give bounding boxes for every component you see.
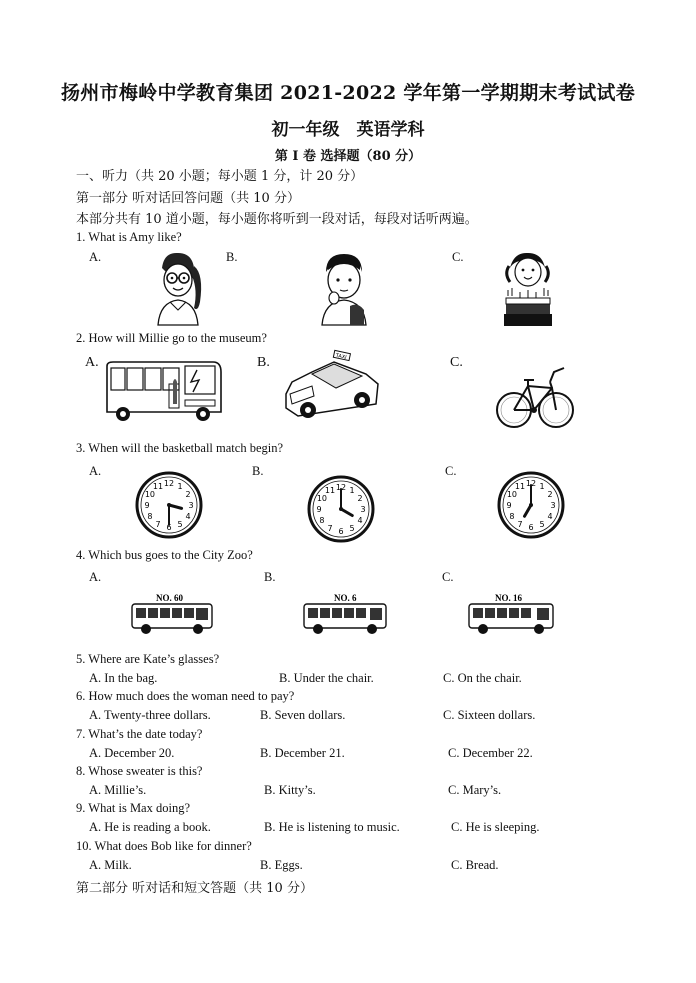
question-text: Where are Kate’s glasses?	[88, 652, 220, 666]
bus-image	[103, 360, 225, 424]
clock-number: 6	[528, 523, 534, 532]
bus-number-label: NO. 60	[156, 593, 183, 603]
option-c[interactable]: C.	[452, 250, 464, 264]
option-a[interactable]: A.	[89, 464, 102, 478]
option-b[interactable]: B. Under the chair.	[279, 671, 374, 685]
option-a[interactable]: A. December 20.	[89, 746, 175, 760]
bus-no-60	[130, 590, 214, 636]
bus-no-16	[467, 590, 555, 636]
question-text: What does Bob like for dinner?	[94, 839, 252, 853]
clock-number: 6	[166, 523, 172, 532]
clock-b	[307, 475, 375, 543]
question-number: 9.	[76, 801, 86, 815]
question-number: 10.	[76, 839, 92, 853]
bus-number-label: NO. 16	[495, 593, 522, 603]
option-a[interactable]: A. Milk.	[89, 858, 132, 872]
girl-cake-image	[500, 250, 555, 328]
clock-number: 5	[349, 524, 355, 534]
part1-instructions: 本部分共有 10 道小题，每小题你将听到一段对话，每段对话听两遍。	[76, 212, 478, 227]
clock-number: 3	[550, 501, 556, 510]
option-a[interactable]: A. In the bag.	[89, 671, 158, 685]
clock-number: 2	[357, 494, 363, 503]
bus-number-label: NO. 6	[334, 593, 357, 603]
option-c[interactable]: C. December 22.	[448, 746, 533, 760]
clock-number: 10	[316, 494, 328, 503]
volume-title: 第 I 卷 选择题（80 分）	[274, 149, 422, 164]
option-b[interactable]: B.	[264, 570, 276, 584]
clock-center	[339, 507, 343, 511]
clock-number: 6	[338, 527, 344, 536]
question-text: How much does the woman need to pay?	[88, 689, 295, 703]
clock-number: 7	[327, 524, 333, 534]
option-c[interactable]: C. Bread.	[451, 858, 499, 872]
option-b[interactable]: B. December 21.	[260, 746, 345, 760]
question-3	[76, 441, 283, 456]
question-4	[76, 548, 253, 563]
question-7	[76, 727, 202, 742]
clock-number: 7	[517, 520, 523, 530]
question-2	[76, 331, 267, 346]
option-c[interactable]: C. Sixteen dollars.	[443, 708, 536, 722]
option-b[interactable]: B.	[226, 250, 238, 264]
clock-number: 11	[152, 481, 164, 491]
question-number: 7.	[76, 727, 86, 741]
option-c[interactable]: C. He is sleeping.	[451, 820, 540, 834]
question-number: 1.	[76, 230, 86, 244]
option-a[interactable]: A.	[89, 250, 102, 264]
question-9	[76, 801, 190, 816]
option-c[interactable]: C. On the chair.	[443, 671, 522, 685]
clock-number: 4	[547, 512, 553, 521]
question-1	[76, 230, 182, 245]
clock-number: 10	[506, 490, 518, 499]
option-c[interactable]: C.	[445, 464, 457, 478]
clock-number: 3	[360, 505, 366, 514]
question-number: 5.	[76, 652, 86, 666]
clock-number: 10	[144, 490, 156, 499]
option-b[interactable]: B. He is listening to music.	[264, 820, 400, 834]
question-number: 3.	[76, 441, 86, 455]
question-5	[76, 652, 219, 667]
question-text: Whose sweater is this?	[88, 764, 203, 778]
clock-number: 12	[163, 479, 175, 488]
option-b[interactable]: B. Kitty’s.	[264, 783, 316, 797]
part2-title: 第二部分 听对话和短文答题（共 10 分）	[76, 881, 313, 896]
question-text: What’s the date today?	[88, 727, 203, 741]
option-c[interactable]: C.	[450, 355, 463, 370]
clock-a	[135, 471, 203, 539]
question-number: 2.	[76, 331, 86, 345]
clock-number: 1	[349, 485, 355, 495]
question-text: How will Millie go to the museum?	[88, 331, 267, 345]
question-10	[76, 839, 252, 854]
girl-glasses-image	[148, 250, 208, 325]
clock-number: 5	[539, 520, 545, 530]
question-text: What is Amy like?	[88, 230, 182, 244]
clock-center	[529, 503, 533, 507]
grade-subject: 初一年级 英语学科	[271, 120, 425, 140]
clock-center	[167, 503, 171, 507]
option-a[interactable]: A. Millie’s.	[89, 783, 147, 797]
clock-number: 9	[506, 501, 512, 510]
option-a[interactable]: A.	[85, 355, 99, 370]
option-a[interactable]: A. He is reading a book.	[89, 820, 211, 834]
option-b[interactable]: B.	[257, 355, 270, 370]
clock-number: 4	[357, 516, 363, 525]
clock-number: 3	[188, 501, 194, 510]
clock-c	[497, 471, 565, 539]
section-heading: 一、听力（共 20 小题；每小题 1 分，计 20 分）	[76, 169, 364, 184]
question-8	[76, 764, 202, 779]
question-6	[76, 689, 294, 704]
question-number: 4.	[76, 548, 86, 562]
clock-number: 12	[525, 479, 537, 488]
exam-title: 扬州市梅岭中学教育集团 2021-2022 学年第一学期期末考试试卷	[60, 82, 636, 104]
taxi-sign: TAXI	[335, 352, 348, 361]
clock-number: 11	[514, 481, 526, 491]
clock-number: 9	[144, 501, 150, 510]
question-text: Which bus goes to the City Zoo?	[88, 548, 253, 562]
clock-number: 7	[155, 520, 161, 530]
clock-number: 5	[177, 520, 183, 530]
question-number: 6.	[76, 689, 86, 703]
option-a[interactable]: A. Twenty-three dollars.	[89, 708, 211, 722]
question-text: What is Max doing?	[88, 801, 190, 815]
boy-thinking-image	[318, 250, 368, 325]
clock-number: 8	[319, 516, 325, 525]
question-number: 8.	[76, 764, 86, 778]
clock-number: 8	[509, 512, 515, 521]
clock-number: 4	[185, 512, 191, 521]
clock-number: 1	[539, 481, 545, 491]
clock-number: 1	[177, 481, 183, 491]
part1-title: 第一部分 听对话回答问题（共 10 分）	[76, 191, 300, 206]
clock-number: 2	[547, 490, 553, 499]
clock-number: 8	[147, 512, 153, 521]
taxi-image	[282, 350, 382, 422]
clock-number: 9	[316, 505, 322, 514]
option-c[interactable]: C. Mary’s.	[448, 783, 502, 797]
option-c[interactable]: C.	[442, 570, 454, 584]
bicycle-image	[494, 358, 576, 436]
clock-number: 11	[324, 485, 336, 495]
option-b[interactable]: B. Seven dollars.	[260, 708, 346, 722]
clock-number: 12	[335, 483, 347, 492]
option-a[interactable]: A.	[89, 570, 102, 584]
bus-no-6	[302, 590, 388, 636]
option-b[interactable]: B.	[252, 464, 264, 478]
question-text: When will the basketball match begin?	[88, 441, 284, 455]
option-b[interactable]: B. Eggs.	[260, 858, 303, 872]
clock-number: 2	[185, 490, 191, 499]
